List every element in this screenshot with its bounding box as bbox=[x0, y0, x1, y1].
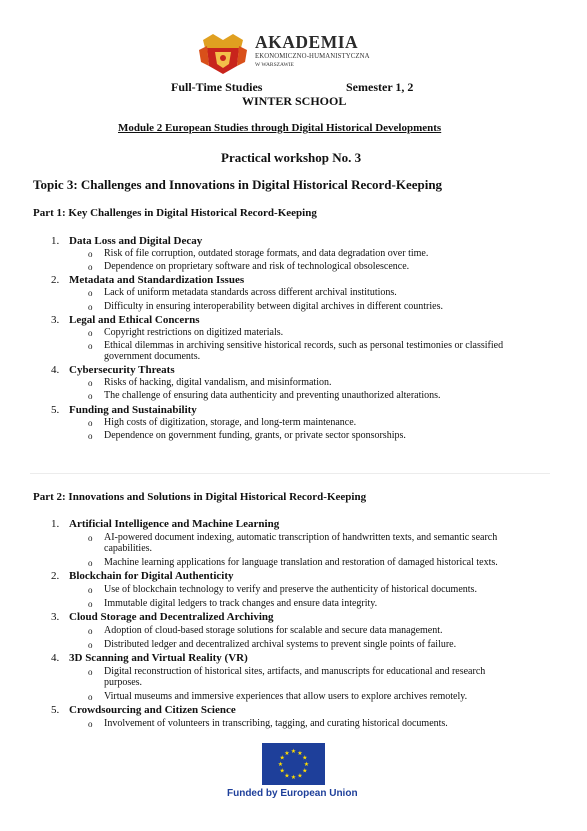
module-title: Module 2 European Studies through Digital Historical Developments bbox=[118, 122, 442, 134]
eu-star-icon: ★ bbox=[279, 768, 285, 775]
semester: Semester 1, 2 bbox=[346, 80, 414, 94]
bullet-marker: o bbox=[88, 667, 93, 677]
bullet-marker: o bbox=[88, 626, 93, 636]
bullet-text: AI-powered document indexing, automatic transcription of handwritten texts, and semantic search bbox=[104, 532, 498, 543]
eu-star-icon: ★ bbox=[277, 762, 284, 769]
bullet-marker: o bbox=[88, 249, 93, 259]
eu-star-icon: ★ bbox=[302, 768, 308, 775]
bullet-marker: o bbox=[88, 327, 93, 338]
eu-flag-icon bbox=[262, 743, 325, 785]
list-number: 4. bbox=[51, 652, 60, 664]
list-item-title: Data Loss and Digital Decay bbox=[69, 235, 203, 247]
workshop-title: Practical workshop No. 3 bbox=[221, 150, 362, 165]
bullet-marker: o bbox=[88, 557, 93, 568]
list-item-title: 3D Scanning and Virtual Reality (VR) bbox=[69, 652, 248, 664]
bullet-marker: o bbox=[88, 288, 93, 299]
bullet-text: Machine learning applications for language translation and restoration of damaged historical texts. bbox=[104, 556, 498, 568]
bullet-marker: o bbox=[88, 262, 93, 273]
bullet-marker: o bbox=[88, 719, 93, 729]
bullet-marker: o bbox=[88, 301, 93, 312]
list-number: 4. bbox=[51, 364, 60, 377]
list-item-title: Funding and Sustainability bbox=[69, 403, 197, 416]
bullet-text: Risks of hacking, digital vandalism, and misinformation. bbox=[104, 377, 332, 389]
list-number: 2. bbox=[51, 274, 60, 287]
funding-caption: Funded by European Union bbox=[227, 788, 358, 799]
eu-star-icon: ★ bbox=[297, 773, 303, 780]
crest-logo-icon bbox=[197, 30, 249, 76]
list-item-title: Artificial Intelligence and Machine Learning bbox=[69, 518, 280, 530]
bullet-marker: o bbox=[88, 378, 93, 389]
bullet-text: Ethical dilemmas in archiving sensitive historical records, such as personal testimonies or classified bbox=[104, 340, 504, 351]
list-item-title: Cybersecurity Threats bbox=[69, 364, 175, 377]
bullet-text: Dependence on government funding, grants, or private sector sponsorships. bbox=[104, 429, 406, 441]
school-name: WINTER SCHOOL bbox=[242, 94, 347, 108]
study-mode: Full-Time Studies bbox=[171, 80, 263, 94]
bullet-marker: o bbox=[88, 430, 93, 441]
bullet-text: Involvement of volunteers in transcribing, tagging, and curating historical documents. bbox=[104, 718, 448, 729]
bullet-text: Adoption of cloud-based storage solutions for scalable and secure data management. bbox=[104, 625, 443, 636]
list-item-title: Legal and Ethical Concerns bbox=[69, 313, 200, 326]
logo-title: AKADEMIA bbox=[255, 32, 359, 52]
bullet-text: Lack of uniform metadata standards across different archival institutions. bbox=[104, 287, 397, 299]
bullet-marker: o bbox=[88, 639, 93, 650]
eu-star-icon: ★ bbox=[290, 749, 297, 756]
eu-star-icon: ★ bbox=[284, 773, 290, 780]
list-item-title: Crowdsourcing and Citizen Science bbox=[69, 704, 236, 716]
bullet-marker: o bbox=[88, 533, 93, 543]
bullet-text: Dependence on proprietary software and risk of technological obsolescence. bbox=[104, 261, 410, 273]
logo-subtitle: EKONOMICZNO-HUMANISTYCZNA bbox=[255, 53, 370, 60]
bullet-marker: o bbox=[88, 585, 93, 595]
bullet-marker: o bbox=[88, 341, 93, 351]
part2-heading: Part 2: Innovations and Solutions in Digital Historical Record-Keeping bbox=[33, 491, 367, 503]
eu-star-icon: ★ bbox=[284, 750, 290, 757]
eu-star-icon: ★ bbox=[303, 762, 310, 769]
list-number: 3. bbox=[51, 611, 60, 623]
bullet-marker: o bbox=[88, 691, 93, 702]
bullet-text: Virtual museums and immersive experiences that allow users to explore archives remotely. bbox=[104, 690, 468, 702]
bullet-text: Difficulty in ensuring interoperability between digital archives in different countries. bbox=[104, 300, 443, 312]
bullet-marker: o bbox=[88, 417, 93, 428]
list-number: 2. bbox=[51, 570, 60, 582]
bullet-text: capabilities. bbox=[104, 543, 153, 554]
bullet-text: Immutable digital ledgers to track changes and ensure data integrity. bbox=[104, 597, 378, 609]
bullet-text: purposes. bbox=[104, 677, 143, 688]
bullet-marker: o bbox=[88, 598, 93, 609]
bullet-text: High costs of digitization, storage, and long-term maintenance. bbox=[104, 416, 357, 428]
bullet-marker: o bbox=[88, 391, 93, 402]
logo-city: W WARSZAWIE bbox=[255, 62, 294, 68]
eu-star-icon: ★ bbox=[279, 755, 285, 762]
eu-star-icon: ★ bbox=[302, 755, 308, 762]
list-item-title: Cloud Storage and Decentralized Archiving bbox=[69, 611, 274, 623]
bullet-text: Copyright restrictions on digitized materials. bbox=[104, 326, 284, 338]
eu-star-icon: ★ bbox=[297, 750, 303, 757]
list-item-title: Metadata and Standardization Issues bbox=[69, 274, 245, 287]
list-number: 1. bbox=[51, 518, 60, 530]
bullet-text: The challenge of ensuring data authenticity and preventing unauthorized alterations. bbox=[104, 390, 441, 402]
bullet-text: Digital reconstruction of historical sites, artifacts, and manuscripts for educational and research bbox=[104, 666, 486, 677]
topic-title: Topic 3: Challenges and Innovations in Digital Historical Record-Keeping bbox=[33, 177, 443, 192]
list-number: 1. bbox=[51, 235, 60, 247]
bullet-text: Distributed ledger and decentralized archival systems to prevent single points of failure. bbox=[104, 638, 457, 650]
list-number: 5. bbox=[51, 403, 60, 416]
bullet-text: Risk of file corruption, outdated storage formats, and data degradation over time. bbox=[104, 248, 429, 259]
part1-heading: Part 1: Key Challenges in Digital Historical Record-Keeping bbox=[33, 207, 317, 219]
divider bbox=[30, 473, 550, 474]
bullet-text: government documents. bbox=[104, 351, 201, 362]
bullet-text: Use of blockchain technology to verify and preserve the authenticity of historical documents. bbox=[104, 584, 477, 595]
list-item-title: Blockchain for Digital Authenticity bbox=[69, 570, 234, 582]
list-number: 3. bbox=[51, 313, 60, 326]
list-number: 5. bbox=[51, 704, 60, 716]
eu-star-icon: ★ bbox=[290, 775, 297, 782]
university-logo bbox=[197, 30, 447, 80]
